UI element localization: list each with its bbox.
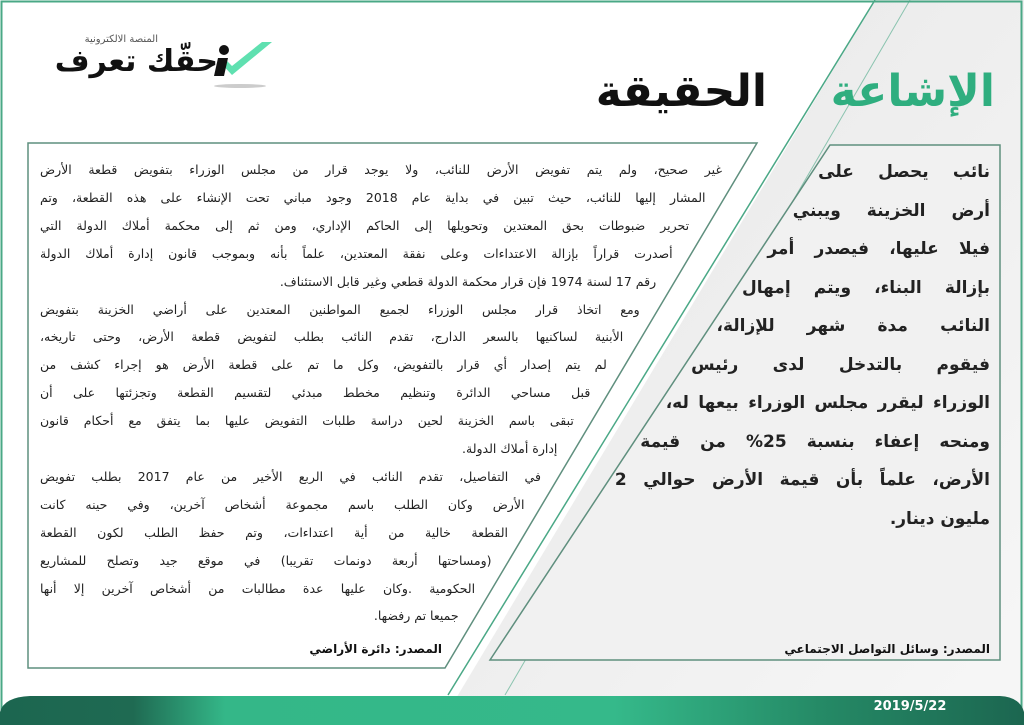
truth-line: إدارة أملاك الدولة. — [462, 441, 558, 456]
truth-line: قبل مساحي الدائرة وتنظيم مخطط مبدئي لتقسيم القطعة وتجزئتها على أن — [40, 385, 591, 401]
rumor-line: فيلا عليها، فيصدر أمر — [767, 239, 990, 259]
rumor-line: الأرض، علماً بأن قيمة الأرض حوالي 2 — [614, 470, 990, 490]
logo-subtitle: المنصة الالكترونية — [84, 34, 158, 45]
truth-line: في التفاصيل، تقدم النائب في الربع الأخير من عام 2017 بطلب تفويض — [40, 468, 541, 484]
truth-line: (ومساحتها أربعة دونمات تقريبا) في موقع جيد وتصلح للمشاريع — [40, 552, 492, 568]
footer-date: 2019/5/22 — [873, 699, 947, 714]
truth-line: المشار إليها للنائب، حيث تبين في بداية عام 2018 وجود مباني تحت الإنشاء على هذه القطعة، وتم — [40, 189, 706, 205]
truth-line: الحكومية .وكان عليها عدة مطالبات من أشخاص آخرين إلا أنها — [40, 580, 476, 596]
truth-line: غير صحيح، ولم يتم تفويض الأرض للنائب، ولا يوجد قرار من مجلس الوزراء بتفويض قطعة الأرض — [40, 162, 722, 177]
truth-line: الأبنية لساكنيها بالسعر الدارج، تقدم النائب بطلب لتفويض قطعة الأرض، وحتى تاريخه، — [40, 329, 624, 345]
truth-line: القطعة خالية من أية اعتداءات، وتم حفظ الطلب لكون القطعة — [40, 524, 508, 540]
rumor-line: ومنحه إعفاء بنسبة 25% من قيمة — [640, 431, 990, 452]
rumor-line: الوزراء ليقرر مجلس الوزراء بيعها له، — [665, 393, 990, 413]
truth-line: تبقى باسم الخزينة لحين دراسة طلبات التفويض عليها بما يتفق مع أحكام قانون — [40, 413, 574, 429]
rumor-title: الإشاعة — [830, 66, 995, 117]
rumor-line: فيقوم بالتدخل لدى رئيس — [691, 354, 990, 375]
rumor-source: المصدر: وسائل التواصل الاجتماعي — [784, 642, 990, 656]
truth-line: جميعا تم رفضها. — [373, 608, 459, 624]
logo-check-icon — [214, 42, 272, 88]
rumor-line: النائب مدة شهر للإزالة، — [716, 316, 990, 336]
rumor-line: أرض الخزينة ويبني — [792, 200, 990, 221]
truth-line: الأرض وكان الطلب باسم مجموعة أشخاص آخرين، وفي حينه كانت — [40, 496, 525, 512]
truth-line: تحرير ضبوطات بحق المعتدين وتحويلها إلى الحاكم الإداري، ومن ثم إلى محكمة أملاك الدولة التي — [40, 217, 690, 233]
rumor-line: مليون دينار. — [889, 508, 990, 529]
truth-title: الحقيقة — [595, 66, 767, 117]
truth-line: لم يتم إصدار أي قرار بالتفويض، وكل ما تم على قطعة الأرض هو إجراء كشف من — [40, 357, 607, 373]
truth-source: المصدر: دائرة الأراضي — [309, 642, 442, 656]
rumor-line: نائب يحصل على — [818, 162, 990, 182]
rumor-line: بإزالة البناء، ويتم إمهال — [741, 277, 990, 298]
truth-line: ومع اتخاذ قرار مجلس الوزراء لجميع المواطنين المعتدين على أراضي الخزينة بتفويض — [40, 301, 640, 317]
truth-line: أصدرت قراراً بإزالة الاعتداءات وعلى نفقة المعتدين، علماً بأنه وبموجب قانون إدارة أملاك الدولة — [40, 245, 673, 261]
truth-line: رقم 17 لسنة 1974 فإن قرار محكمة الدولة قطعي وغير قابل الاستئناف. — [279, 273, 657, 289]
logo-name: حقّك تعرف — [54, 44, 218, 79]
